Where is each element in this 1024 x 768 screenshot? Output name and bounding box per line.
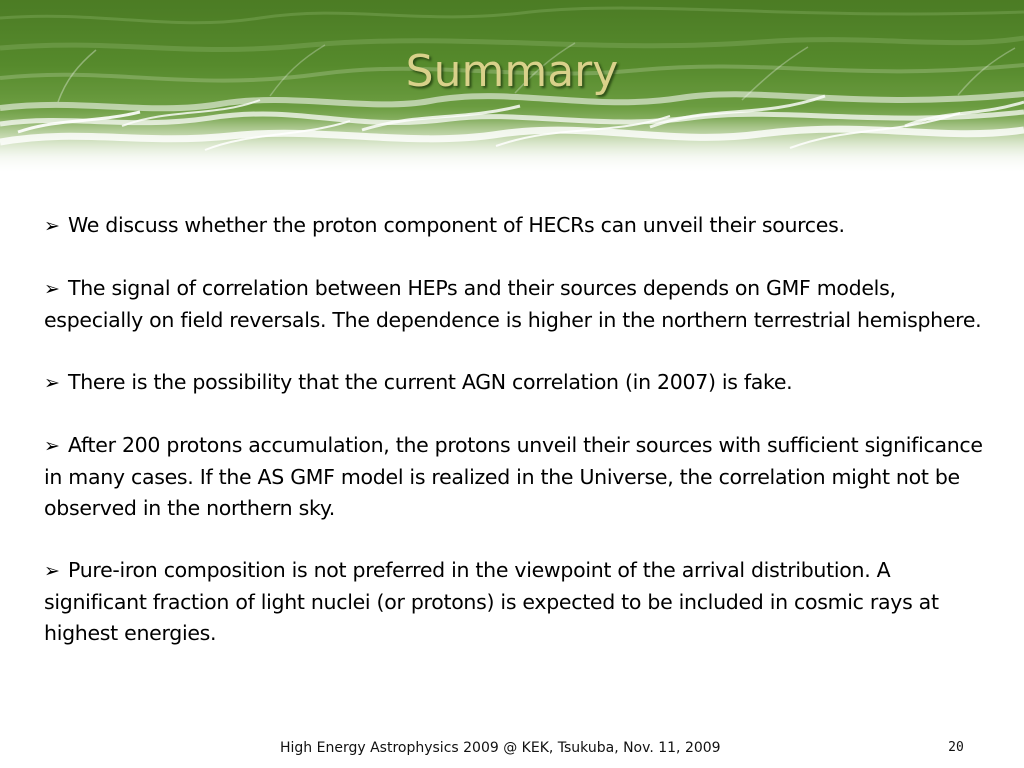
slide-header-banner xyxy=(0,0,1024,172)
arrowhead-bullet-icon: ➢ xyxy=(44,435,60,457)
summary-bullet-text: Pure-iron composition is not preferred in the viewpoint of the arrival distribution. A significant fraction of light nuclei (or protons) is expected to be included in cosmic rays at highest energies. xyxy=(44,558,939,645)
slide-title: Summary xyxy=(405,46,619,97)
arrowhead-bullet-icon: ➢ xyxy=(44,278,60,300)
summary-bullet-text: The signal of correlation between HEPs and their sources depends on GMF models, especially on field reversals. The dependence is higher in the northern terrestrial hemisphere. xyxy=(44,276,982,332)
conference-footer-text: High Energy Astrophysics 2009 @ KEK, Tsukuba, Nov. 11, 2009 xyxy=(280,740,721,756)
summary-bullet-text: After 200 protons accumulation, the protons unveil their sources with sufficient significance in many cases. If the AS GMF model is realized in the Universe, the correlation might not be observed in the northern sky. xyxy=(44,433,983,520)
arrowhead-bullet-icon: ➢ xyxy=(44,372,60,394)
slide-footer xyxy=(0,736,1024,760)
summary-bullet-item xyxy=(44,430,994,524)
summary-bullet-item xyxy=(44,367,994,399)
summary-bullet-item xyxy=(44,555,994,649)
arrowhead-bullet-icon: ➢ xyxy=(44,215,60,237)
summary-bullet-item xyxy=(44,273,994,336)
summary-bullet-text: There is the possibility that the current AGN correlation (in 2007) is fake. xyxy=(68,370,793,394)
arrowhead-bullet-icon: ➢ xyxy=(44,560,60,582)
summary-bullet-item xyxy=(44,210,994,242)
summary-bullet-text: We discuss whether the proton component of HECRs can unveil their sources. xyxy=(68,213,845,237)
summary-bullet-list xyxy=(44,210,994,649)
slide-page-number: 20 xyxy=(948,740,964,755)
